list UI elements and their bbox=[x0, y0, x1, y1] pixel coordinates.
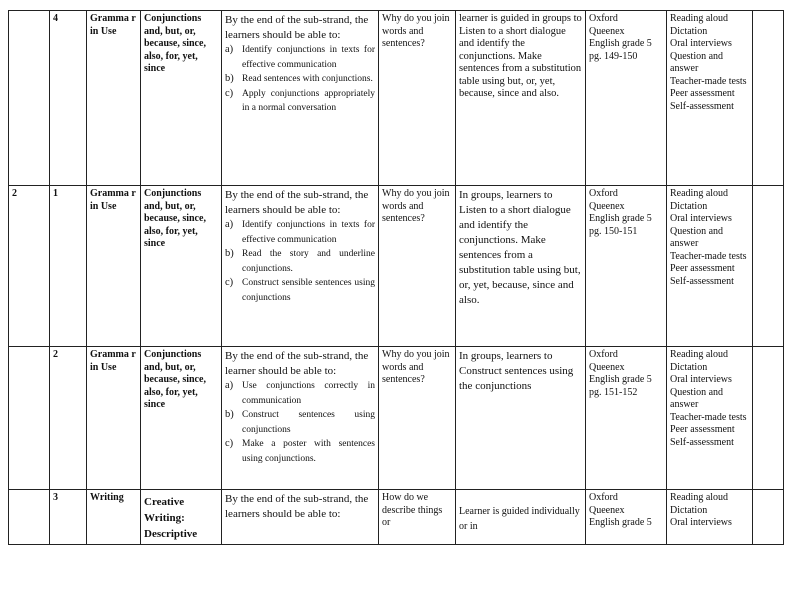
assessment-method: Oral interviews bbox=[670, 213, 732, 224]
week-cell bbox=[9, 490, 50, 545]
lesson-cell: 3 bbox=[50, 490, 87, 545]
resource-line: English grade 5 bbox=[589, 517, 652, 528]
assessment-method: Peer assessment bbox=[670, 424, 735, 435]
outcome-label: b) bbox=[225, 248, 234, 259]
assessment-method: Self-assessment bbox=[670, 275, 734, 287]
remarks-cell bbox=[753, 11, 784, 186]
remarks-cell bbox=[753, 347, 784, 490]
outcome-text: Identify conjunctions in texts for effective communication bbox=[242, 45, 375, 70]
resource-line: Queenex bbox=[589, 361, 625, 373]
key-inquiry-question-cell: Why do you join words and sentences? bbox=[379, 11, 456, 186]
outcome-item bbox=[225, 408, 375, 437]
learning-activities-cell: learner is guided in groups to Listen to a short dialogue and identify the conjunctions. Make sentences from a substitution table using but, or, yet, because, since and also. bbox=[456, 11, 586, 186]
outcomes-intro: By the end of the sub-strand, the learners should be able to: bbox=[225, 14, 369, 41]
assessment-cell bbox=[667, 490, 753, 545]
outcome-text: Read sentences with conjunctions. bbox=[242, 74, 373, 84]
outcome-item bbox=[225, 276, 375, 305]
outcome-item bbox=[225, 247, 375, 276]
lesson-cell: 2 bbox=[50, 347, 87, 490]
assessment-method: Oral interviews bbox=[670, 517, 732, 528]
assessment-method: Question and answer bbox=[670, 50, 724, 74]
outcomes-intro: By the end of the sub-strand, the learners should be able to: bbox=[225, 189, 369, 216]
resource-line: Oxford bbox=[589, 349, 618, 360]
key-inquiry-question-cell: Why do you join words and sentences? bbox=[379, 347, 456, 490]
resource-line: Oxford bbox=[589, 188, 618, 199]
assessment-method: Reading aloud bbox=[670, 188, 729, 199]
table-row bbox=[9, 490, 784, 545]
learning-outcomes-cell bbox=[222, 490, 379, 545]
learning-outcomes-cell bbox=[222, 347, 379, 490]
week-cell bbox=[9, 11, 50, 186]
resource-line: Queenex bbox=[589, 504, 625, 516]
resource-line: English grade 5 bbox=[589, 38, 652, 49]
resources-cell bbox=[586, 347, 667, 490]
assessment-method: Reading aloud bbox=[670, 13, 729, 24]
outcome-item bbox=[225, 437, 375, 466]
assessment-method: Peer assessment bbox=[670, 88, 735, 99]
assessment-method: Dictation bbox=[670, 504, 708, 516]
assessment-method: Oral interviews bbox=[670, 374, 732, 385]
outcome-label: a) bbox=[225, 44, 234, 55]
assessment-method: Self-assessment bbox=[670, 100, 734, 112]
sub-strand-cell: Creative Writing: Descriptive bbox=[141, 490, 222, 545]
table-row bbox=[9, 186, 784, 347]
outcome-item bbox=[225, 43, 375, 72]
remarks-cell bbox=[753, 186, 784, 347]
assessment-cell bbox=[667, 11, 753, 186]
assessment-method: Teacher-made tests bbox=[670, 411, 747, 423]
outcome-text: Construct sensible sentences using conjunctions bbox=[242, 278, 375, 303]
table-row bbox=[9, 11, 784, 186]
learning-activities-cell: In groups, learners to Construct sentences using the conjunctions bbox=[456, 347, 586, 490]
outcome-item bbox=[225, 379, 375, 408]
resources-cell bbox=[586, 490, 667, 545]
resource-line: pg. 151-152 bbox=[589, 386, 638, 398]
assessment-cell bbox=[667, 186, 753, 347]
resources-cell bbox=[586, 186, 667, 347]
outcome-text: Construct sentences using conjunctions bbox=[242, 410, 375, 435]
sub-strand-cell: Conjunctions and, but, or, because, since, also, for, yet, since bbox=[141, 11, 222, 186]
remarks-cell bbox=[753, 490, 784, 545]
assessment-method: Teacher-made tests bbox=[670, 75, 747, 87]
strand-cell: Gramma r in Use bbox=[87, 11, 141, 186]
assessment-cell bbox=[667, 347, 753, 490]
outcome-item bbox=[225, 218, 375, 247]
assessment-method: Dictation bbox=[670, 25, 708, 37]
outcome-text: Apply conjunctions appropriately in a normal conversation bbox=[242, 88, 375, 113]
resource-line: Oxford bbox=[589, 492, 618, 503]
resource-line: Oxford bbox=[589, 13, 618, 24]
table-body bbox=[9, 11, 784, 545]
scheme-of-work-table bbox=[8, 10, 784, 545]
resource-line: pg. 149-150 bbox=[589, 50, 638, 62]
sub-strand-cell: Conjunctions and, but, or, because, since, also, for, yet, since bbox=[141, 186, 222, 347]
outcome-label: c) bbox=[225, 277, 234, 288]
table-row bbox=[9, 347, 784, 490]
assessment-method: Question and answer bbox=[670, 386, 724, 410]
resource-line: Queenex bbox=[589, 200, 625, 212]
resource-line: English grade 5 bbox=[589, 213, 652, 224]
assessment-method: Teacher-made tests bbox=[670, 250, 747, 262]
lesson-cell: 1 bbox=[50, 186, 87, 347]
assessment-method: Dictation bbox=[670, 200, 708, 212]
strand-cell: Gramma r in Use bbox=[87, 186, 141, 347]
outcome-item bbox=[225, 72, 375, 87]
assessment-method: Peer assessment bbox=[670, 263, 735, 274]
strand-cell: Writing bbox=[87, 490, 141, 545]
outcomes-intro: By the end of the sub-strand, the learners should be able to: bbox=[225, 493, 369, 520]
resource-line: pg. 150-151 bbox=[589, 225, 638, 237]
outcome-label: b) bbox=[225, 409, 234, 420]
learning-activities-cell: Learner is guided individually or in bbox=[456, 490, 586, 545]
outcome-label: a) bbox=[225, 380, 234, 391]
resource-line: English grade 5 bbox=[589, 374, 652, 385]
outcome-text: Use conjunctions correctly in communication bbox=[242, 381, 375, 406]
outcome-text: Read the story and underline conjunctions. bbox=[242, 249, 375, 274]
assessment-method: Oral interviews bbox=[670, 38, 732, 49]
assessment-method: Dictation bbox=[670, 361, 708, 373]
resource-line: Queenex bbox=[589, 25, 625, 37]
key-inquiry-question-cell: How do we describe things or bbox=[379, 490, 456, 545]
outcome-text: Identify conjunctions in texts for effective communication bbox=[242, 220, 375, 245]
key-inquiry-question-cell: Why do you join words and sentences? bbox=[379, 186, 456, 347]
sub-strand-cell: Conjunctions and, but, or, because, since, also, for, yet, since bbox=[141, 347, 222, 490]
assessment-method: Reading aloud bbox=[670, 349, 729, 360]
outcome-label: b) bbox=[225, 73, 234, 84]
assessment-method: Reading aloud bbox=[670, 492, 729, 503]
learning-activities-cell: In groups, learners to Listen to a short dialogue and identify the conjunctions. Make sentences from a substitution table using but, or, yet, because, since and also. bbox=[456, 186, 586, 347]
outcome-label: c) bbox=[225, 438, 234, 449]
learning-outcomes-cell bbox=[222, 186, 379, 347]
outcome-item bbox=[225, 87, 375, 116]
week-cell bbox=[9, 347, 50, 490]
assessment-method: Question and answer bbox=[670, 225, 724, 249]
week-cell: 2 bbox=[9, 186, 50, 347]
outcome-label: a) bbox=[225, 219, 234, 230]
learning-outcomes-cell bbox=[222, 11, 379, 186]
resources-cell bbox=[586, 11, 667, 186]
assessment-method: Self-assessment bbox=[670, 436, 734, 448]
outcome-label: c) bbox=[225, 87, 234, 99]
outcome-text: Make a poster with sentences using conjunctions. bbox=[242, 439, 375, 464]
outcomes-intro: By the end of the sub-strand, the learner should be able to: bbox=[225, 350, 369, 377]
lesson-cell: 4 bbox=[50, 11, 87, 186]
strand-cell: Gramma r in Use bbox=[87, 347, 141, 490]
